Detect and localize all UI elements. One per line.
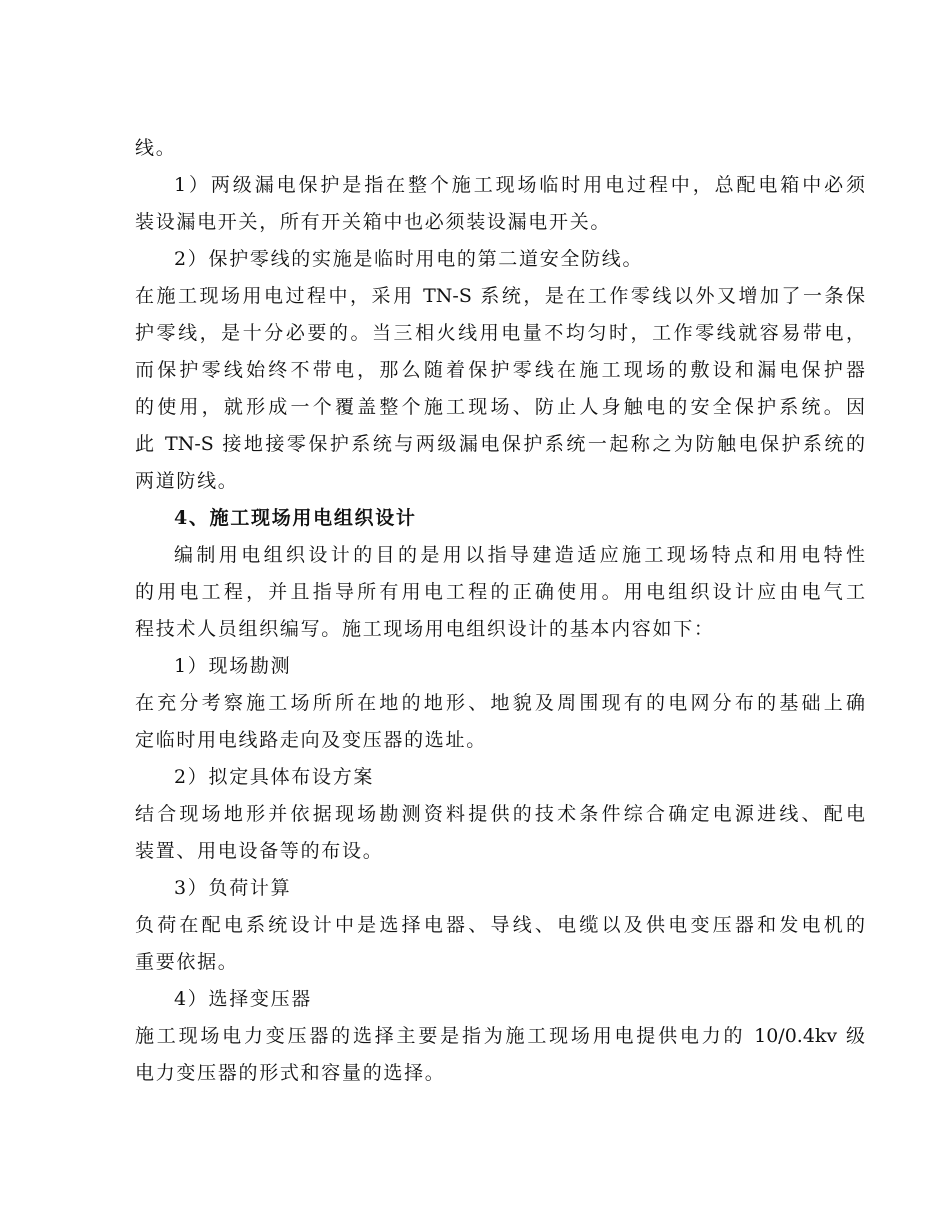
text-line: 在施工现场用电过程中，采用 TN-S 系统，是在工作零线以外又增加了一条保 (135, 285, 865, 307)
text-line: 两道防线。 (135, 470, 239, 492)
list-item-site-survey: 1）现场勘测 (174, 655, 292, 677)
section-heading: 4、施工现场用电组织设计 (174, 507, 417, 529)
text-line: 程技术人员组织编写。施工现场用电组织设计的基本内容如下： (135, 618, 715, 640)
text-line: 在充分考察施工场所所在地的地形、地貌及周围现有的电网分布的基础上确 (135, 692, 865, 714)
text-line: 护零线，是十分必要的。当三相火线用电量不均匀时，工作零线就容易带电， (135, 322, 865, 344)
text-line: 此 TN-S 接地接零保护系统与两级漏电保护系统一起称之为防触电保护系统的 (135, 433, 865, 455)
list-item-two-level-leakage-protection: 1）两级漏电保护是指在整个施工现场临时用电过程中，总配电箱中必须 (174, 174, 865, 196)
list-item-load-calculation: 3）负荷计算 (174, 877, 292, 899)
text-line: 施工现场电力变压器的选择主要是指为施工现场用电提供电力的 10/0.4kv 级 (135, 1025, 865, 1047)
paragraph-line: 编制用电组织设计的目的是用以指导建造适应施工现场特点和用电特性 (174, 544, 865, 566)
text-line: 定临时用电线路走向及变压器的选址。 (135, 729, 487, 751)
text-line: 装设漏电开关，所有开关箱中也必须装设漏电开关。 (135, 211, 612, 233)
text-line: 电力变压器的形式和容量的选择。 (135, 1062, 446, 1084)
text-line: 的使用，就形成一个覆盖整个施工现场、防止人身触电的安全保护系统。因 (135, 396, 865, 418)
text-line: 的用电工程，并且指导所有用电工程的正确使用。用电组织设计应由电气工 (135, 581, 865, 603)
text-line: 而保护零线始终不带电，那么随着保护零线在施工现场的敷设和漏电保护器 (135, 359, 865, 381)
text-line: 重要依据。 (135, 951, 239, 973)
list-item-transformer-selection: 4）选择变压器 (174, 988, 312, 1010)
text-line: 结合现场地形并依据现场勘测资料提供的技术条件综合确定电源进线、配电 (135, 803, 865, 825)
text-line: 线。 (135, 137, 177, 159)
text-line: 装置、用电设备等的布设。 (135, 840, 384, 862)
text-line: 负荷在配电系统设计中是选择电器、导线、电缆以及供电变压器和发电机的 (135, 914, 865, 936)
list-item-layout-plan: 2）拟定具体布设方案 (174, 766, 375, 788)
list-item-protective-neutral: 2）保护零线的实施是临时用电的第二道安全防线。 (174, 248, 644, 270)
